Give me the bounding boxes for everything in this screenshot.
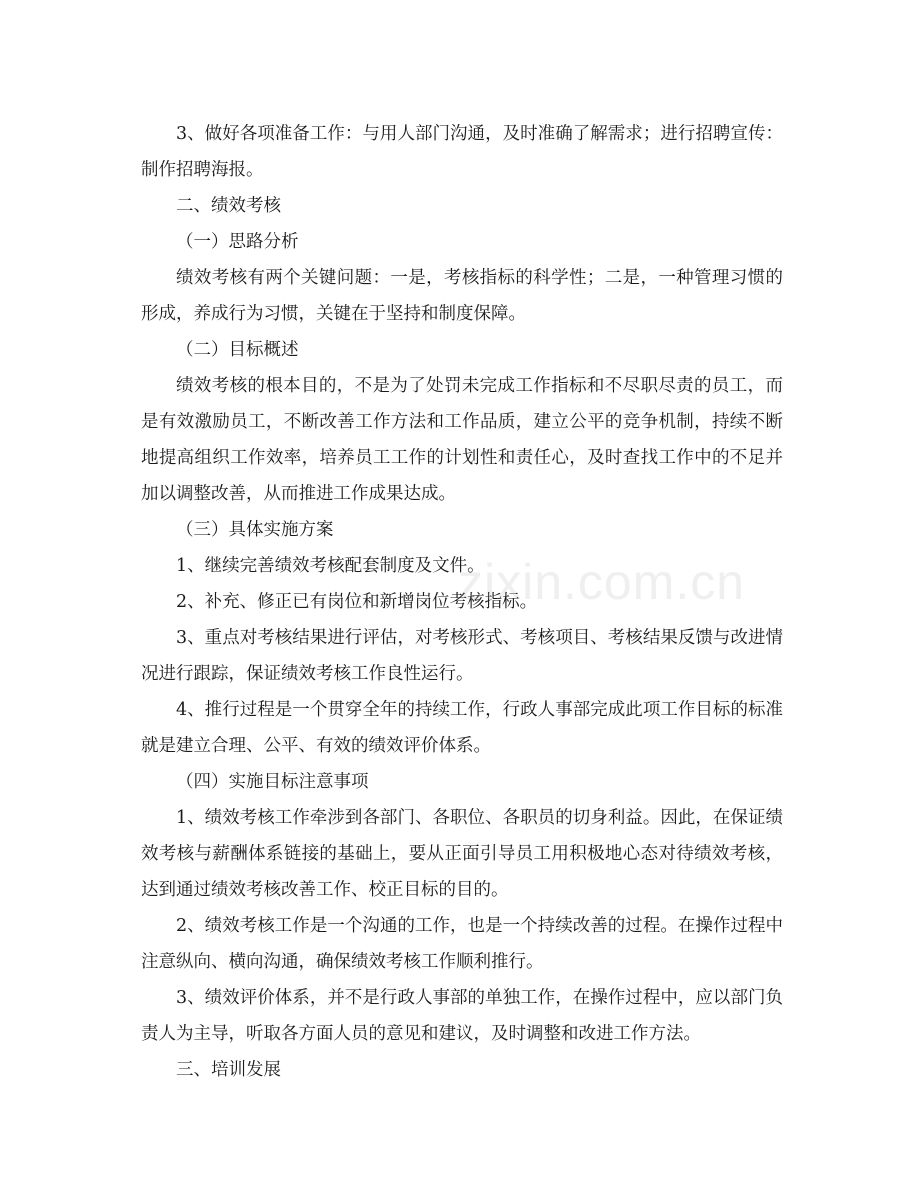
- list-item-note-2: 2、绩效考核工作是一个沟通的工作，也是一个持续改善的过程。在操作过程中注意纵向、横向沟通，确保绩效考核工作顺利推行。: [141, 916, 783, 972]
- document-body: [141, 116, 783, 1088]
- section-heading-performance: 二、绩效考核: [176, 196, 281, 216]
- subheading-approach: （一）思路分析: [176, 232, 299, 252]
- subheading-goal-overview: （二）目标概述: [176, 340, 299, 360]
- paragraph-approach: 绩效考核有两个关键问题：一是，考核指标的科学性；二是，一种管理习惯的形成，养成行为习惯，关键在于坚持和制度保障。: [141, 268, 783, 324]
- watermark: zixin.com.cn: [458, 554, 746, 610]
- list-item-plan-3: 3、重点对考核结果进行评估，对考核形式、考核项目、考核结果反馈与改进情况进行跟踪，保证绩效考核工作良性运行。: [141, 628, 783, 684]
- subheading-notes: （四）实施目标注意事项: [176, 772, 369, 792]
- paragraph-goal-overview: 绩效考核的根本目的，不是为了处罚未完成工作指标和不尽职尽责的员工，而是有效激励员工，不断改善工作方法和工作品质，建立公平的竞争机制，持续不断地提高组织工作效率，培养员工工作的计划性和责任心，及时查找工作中的不足并加以调整改善，从而推进工作成果达成。: [141, 376, 783, 504]
- list-item-note-3: 3、绩效评价体系，并不是行政人事部的单独工作，在操作过程中，应以部门负责人为主导，听取各方面人员的意见和建议，及时调整和改进工作方法。: [141, 988, 783, 1044]
- section-heading-training: 三、培训发展: [176, 1060, 281, 1080]
- subheading-implementation-plan: （三）具体实施方案: [176, 520, 334, 540]
- list-item-plan-4: 4、推行过程是一个贯穿全年的持续工作，行政人事部完成此项工作目标的标准就是建立合理、公平、有效的绩效评价体系。: [141, 700, 783, 756]
- list-item-plan-1: 1、继续完善绩效考核配套制度及文件。: [176, 556, 485, 576]
- list-item-note-1: 1、绩效考核工作牵涉到各部门、各职位、各职员的切身利益。因此，在保证绩效考核与薪酬体系链接的基础上，要从正面引导员工用积极地心态对待绩效考核，达到通过绩效考核改善工作、校正目标的目的。: [141, 808, 783, 900]
- paragraph-recruit-prep: 3、做好各项准备工作：与用人部门沟通，及时准确了解需求；进行招聘宣传：制作招聘海报。: [141, 124, 783, 180]
- list-item-plan-2: 2、补充、修正已有岗位和新增岗位考核指标。: [176, 592, 538, 612]
